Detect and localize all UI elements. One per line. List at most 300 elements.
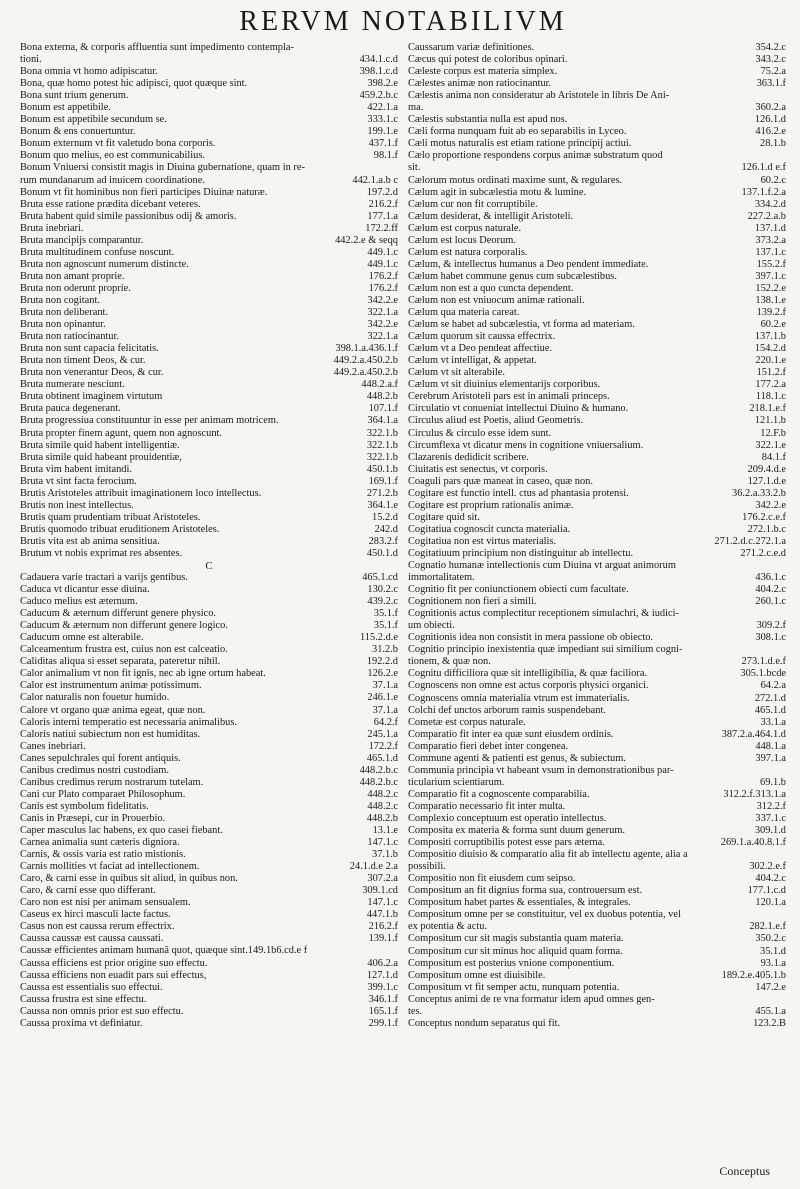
entry-text: Caussa est essentialis suo effectui. [20,981,163,993]
entry-text: Compositum omne est diuisibile. [408,969,546,981]
entry-reference: 176.2.f [368,270,398,282]
entry-text: Calor animalium vt non fit ignis, nec ab igne ortum habeat. [20,668,266,680]
entry-reference: 305.1.bcde [740,668,786,680]
index-entry [408,921,786,933]
index-entry [408,379,786,391]
entry-text: Bruta vt sint facta ferocium. [20,475,137,487]
entry-text: Calor est instrumentum animæ potissimum. [20,680,202,692]
entry-text: Compositum omne per se constituitur, vel ex duobus potentia, vel [408,909,681,921]
entry-reference: 169.1.f [368,475,398,487]
index-entry [20,150,398,162]
index-entry [408,488,786,500]
index-entry [408,753,786,765]
entry-reference: 342.2.e [367,319,398,331]
index-entry [408,271,786,283]
index-entry [20,765,398,777]
entry-text: Cælum vt sit diuinius elementarijs corporibus. [408,379,601,391]
entry-reference: 448.2.b.c [359,764,398,776]
entry-reference: 177.1.a [367,210,398,222]
entry-reference: 147.1.c [367,837,398,849]
entry-reference: 75.2.a [760,66,786,78]
entry-text: Bruta esse ratione prædita dicebant veteres. [20,198,201,210]
entry-text: Colchi def unctos arborum ramis suspendebant. [408,704,606,716]
index-entry [20,801,398,813]
entry-text: Caro, & carni esse quo differant. [20,885,156,897]
index-entry [408,741,786,753]
entry-reference: 216.2.f [368,921,398,933]
index-entry [20,199,398,211]
entry-text: Canibus credimus rerum nostrarum tutelam. [20,776,204,788]
entry-text: Cogitatiua non est virtus materialis. [408,535,557,547]
entry-text: Caseus ex hirci masculi lacte factus. [20,909,171,921]
entry-reference: 333.1.c [367,114,398,126]
index-entry [20,235,398,247]
index-entry [20,837,398,849]
entry-text: Coaguli pars quæ maneat in caseo, quæ non. [408,475,593,487]
entry-text: Caussa efficiens non euadit pars sui effectus, [20,969,207,981]
entry-text: Bonum Vniuersi consistit magis in Diuina gubernatione, quam in re- [20,162,305,174]
index-entry [20,885,398,897]
entry-text: Caussa caussæ est caussa caussati. [20,933,164,945]
index-entry [408,572,786,584]
entry-text: Cæli motus naturalis est etiam ratione principij actiui. [408,138,632,150]
entry-reference: 342.2.e [755,499,786,511]
index-entry [408,837,786,849]
index-entry [20,391,398,403]
index-entry [20,440,398,452]
entry-reference: 448.2.b [366,812,398,824]
entry-text: Bruta non venerantur Deos, & cur. [20,367,164,379]
entry-reference: 337.1.c [755,813,786,824]
entry-reference: 172.2.f [368,740,398,752]
entry-reference: 12.F.b [760,427,786,439]
index-entry [20,54,398,66]
entry-reference: 448.2.b [366,391,398,403]
entry-reference: 31.2.b [372,644,398,656]
entry-reference: 154.2.d [754,343,786,355]
index-entry [20,897,398,909]
catchword: Conceptus [719,1164,770,1178]
index-entry [408,295,786,307]
index-entry [408,355,786,367]
entry-text: um obiecti. [408,620,455,632]
entry-text: ticularium scientiarum. [408,776,505,788]
entry-text: Cerebrum Aristoteli pars est in animali princeps. [408,391,610,403]
entry-reference: 93.1.a [760,957,786,969]
index-entry [20,1006,398,1018]
entry-reference: 455.1.a [755,1005,786,1017]
entry-text: Bonum externum vt fit valetudo bona corporis. [20,138,216,150]
entry-reference: 127.1.d [366,969,398,981]
entry-reference [392,945,398,957]
entry-reference: 189.2.e.405.1.b [721,969,786,981]
index-entry [20,958,398,970]
entry-text: Bonum quo melius, eo est communicabilius. [20,150,205,162]
entry-text: Cælum vt a Deo pendeat affectiue. [408,343,553,355]
index-entry [408,825,786,837]
entry-reference: 312.2.f.313.1.a [723,788,786,800]
entry-reference: 397.1.c [755,270,786,282]
entry-text: Composita ex materia & forma sunt duum generum. [408,825,626,837]
entry-reference: 406.2.a [367,957,398,969]
index-entry [20,813,398,825]
index-entry [20,42,398,54]
entry-text: sit. [408,162,421,174]
entry-text: Cani cur Plato comparaet Philosophum. [20,788,186,800]
entry-reference [780,150,786,162]
entry-reference [780,765,786,777]
section-letter: C [205,560,213,573]
entry-text: Bonum & ens conuertuntur. [20,126,136,138]
index-entry [20,861,398,873]
entry-text: Bruta non cogitant. [20,294,100,306]
entry-reference: 363.1.f [756,78,786,90]
entry-reference: 35.1.f [373,620,398,632]
entry-reference: 118.1.c [755,391,786,403]
entry-text: Cælum vt intelligat, & appetat. [408,355,537,367]
entry-reference: 343.2.c [755,54,786,66]
entry-reference: 246.1.e [367,692,398,704]
index-entry [20,428,398,440]
index-entry [408,861,786,873]
index-entry [20,138,398,150]
entry-reference: 227.2.a.b [747,210,786,222]
index-entry [408,596,786,608]
entry-text: Cælum est locus Deorum. [408,234,516,246]
entry-text: Bruta habent quid simile passionibus odij & amoris. [20,210,237,222]
entry-text: Cognitionem non fieri a simili. [408,596,537,608]
entry-text: Cognitio principio inexistentia quæ impediant sui similium cogni- [408,644,683,656]
entry-reference: 364.1.e [367,499,398,511]
entry-text: tes. [408,1005,423,1017]
entry-reference: 137.1.d [754,222,786,234]
entry-reference: 126.1.d [754,114,786,126]
entry-reference [780,849,786,861]
entry-reference: 322.1.e [755,439,786,451]
index-entry [20,909,398,921]
index-entry [408,548,786,560]
entry-text: Carnea animalia sunt cæteris digniora. [20,837,180,849]
entry-text: Compositio non fit eiusdem cum seipso. [408,873,576,885]
entry-text: Conceptus animi de re vna formatur idem apud omnes gen- [408,993,655,1005]
index-entry [408,367,786,379]
entry-reference: 273.1.d.e.f [741,656,786,668]
entry-reference: 448.2.c [367,788,398,800]
entry-reference: 115.2.d.e [360,632,398,644]
entry-reference: 398.2.e [367,78,398,90]
index-entry [20,1018,398,1030]
index-entry [20,114,398,126]
entry-reference: 271.2.b [366,487,398,499]
index-entry [408,656,786,668]
entry-text: Bruta non timent Deos, & cur. [20,355,146,367]
entry-reference: 35.1.d [760,945,786,957]
index-entry [408,620,786,632]
entry-reference: 120.1.a [755,897,786,909]
entry-text: Comparatio fieri debet inter congenea. [408,740,569,752]
entry-reference: 449.2.a.450.2.b [333,367,398,379]
entry-reference: 15.2.d [372,511,398,523]
entry-text: Conceptus nondum separatus qui fit. [408,1017,561,1029]
index-entry [408,42,786,54]
entry-text: Brutis Aristoteles attribuit imaginationem loco intellectus. [20,487,262,499]
entry-reference: 448.2.b.c [359,776,398,788]
index-entry [20,705,398,717]
entry-text: Cogitare quid sit. [408,511,480,523]
entry-reference: 28.1.b [760,138,786,150]
index-entry [20,994,398,1006]
entry-text: tioni. [20,54,42,66]
index-entry [20,789,398,801]
entry-text: Cælum vt sit alterabile. [408,367,505,379]
entry-reference [780,560,786,572]
entry-text: Cælum non est a quo cuncta dependent. [408,282,574,294]
index-entry [408,440,786,452]
entry-reference: 442.1.a.b c [352,174,398,186]
entry-reference: 209.4.d.e [747,463,786,475]
entry-reference: 272.1.d [754,692,786,704]
entry-text: Bruta multitudinem confuse noscunt. [20,246,175,258]
index-entry [20,753,398,765]
index-entry [20,102,398,114]
entry-reference: 245.1.a [367,728,398,740]
index-entry [408,536,786,548]
entry-reference: 436.1.c [755,572,786,584]
index-entry [20,379,398,391]
entry-text: Circulatio vt conueniat intellectui Diuino & humano. [408,403,629,415]
entry-text: Cælo proportione respondens corpus animæ substratum quod [408,150,663,162]
entry-reference: 177.2.a [755,379,786,391]
entry-text: Cogitatiua cognoscit cuncta materialia. [408,523,571,535]
entry-text: Cognoscens omnia materialia vtrum est immaterialis. [408,692,630,704]
entry-text: Commune agenti & patienti est genus, & subiectum. [408,752,626,764]
index-entry [408,283,786,295]
entry-text: Cælum, & intellectus humanus a Deo pendent immediate. [408,258,649,270]
entry-text: Cogitare est proprium rationalis animæ. [408,499,574,511]
entry-reference: 449.1.c [367,258,398,270]
index-entry [408,403,786,415]
index-entry [20,283,398,295]
entry-reference [780,909,786,921]
entry-text: Compositum cur sit minus hoc aliquid quam forma. [408,945,623,957]
index-entry [20,572,398,584]
entry-reference: 404.2.c [755,873,786,885]
entry-text: Canis in Præsepi, cur in Prouerbio. [20,812,166,824]
entry-reference: 121.1.b [754,415,786,427]
entry-text: Cognatio humanæ intellectionis cum Diuina vt arguat animorum [408,560,676,572]
entry-text: Brutum vt nobis exprimat res absentes. [20,547,183,559]
entry-text: Bruta numerare nesciunt. [20,379,125,391]
entry-text: Cadauera varie tractari a varijs gentibus. [20,572,188,584]
index-entry [408,668,786,680]
index-entry [20,644,398,656]
index-entry [408,1018,786,1030]
index-entry [20,970,398,982]
index-entry [20,331,398,343]
index-columns [20,42,786,1030]
entry-reference: 147.1.c [367,897,398,909]
entry-text: Compositum cur sit magis substantia quam materia. [408,933,624,945]
entry-text: Caliditas aliqua si esset separata, pateretur nihil. [20,656,221,668]
entry-reference [780,644,786,656]
entry-text: Compositio diuisio & comparatio alia fit ab intellectu agente, alia a [408,849,688,861]
entry-reference: 312.2.f [756,800,786,812]
entry-reference: 197.2.d [366,186,398,198]
index-entry [20,741,398,753]
index-entry [408,982,786,994]
entry-text: Brutis vita est ab anima sensitiua. [20,535,160,547]
entry-text: Bona omnia vt homo adipiscatur. [20,66,158,78]
entry-text: Compositum an fit dignius forma sua, controuersum est. [408,885,643,897]
entry-reference: 98.1.f [373,150,398,162]
entry-reference: 450.1.d [366,547,398,559]
index-entry [408,994,786,1006]
index-entry [408,259,786,271]
index-entry [408,680,786,692]
entry-reference: 448.2.c [367,800,398,812]
index-entry [20,126,398,138]
entry-reference: 176.2.c.e.f [742,511,786,523]
index-entry [408,126,786,138]
entry-text: Caducum & æternum non differunt genere logico. [20,620,228,632]
entry-text: Cæli forma nunquam fuit ab eo separabilis in Lyceo. [408,126,627,138]
index-entry [20,548,398,560]
index-entry [408,476,786,488]
index-entry [408,970,786,982]
index-entry [408,789,786,801]
entry-text: Circumflexa vt dicatur mens in cognitione vniuersalium. [408,439,644,451]
index-entry [20,367,398,379]
entry-reference: 364.1.a [367,415,398,427]
entry-text: Bruta non amant proprie. [20,270,125,282]
entry-text: Caduco melius est æternum. [20,596,138,608]
index-entry [408,102,786,114]
index-entry [20,632,398,644]
entry-reference: 152.2.e [755,282,786,294]
entry-reference: 322.1.a [367,331,398,343]
entry-text: Carnis, & ossis varia est ratio mistionis. [20,849,186,861]
entry-reference: 177.1.c.d [747,885,786,897]
entry-text: Cognitu difficiliora quæ sit intelligibilia, & quæ faciliora. [408,668,648,680]
index-entry [408,765,786,777]
entry-text: tionem, & quæ non. [408,656,491,668]
index-entry [20,66,398,78]
entry-reference: 147.2.e [755,981,786,993]
entry-reference [392,162,398,174]
entry-reference: 126.1.d e.f [741,162,786,174]
entry-reference: 449.1.c [367,246,398,258]
index-entry [408,235,786,247]
index-entry [408,78,786,90]
entry-text: Bona externa, & corporis affluentia sunt impedimento contempla- [20,42,294,53]
entry-text: Comparatio necessario fit inter multa. [408,800,566,812]
entry-reference: 137.1.f.2.a [741,186,786,198]
index-entry [20,945,398,957]
index-entry [20,355,398,367]
entry-reference: 84.1.f [761,451,786,463]
entry-text: Bruta non deliberant. [20,307,109,319]
entry-reference: 260.1.c [755,596,786,608]
entry-text: Cælum quorum sit caussa effectrix. [408,331,556,343]
entry-text: Calceamentum frustra est, cuius non est calceatio. [20,644,228,656]
index-entry [408,187,786,199]
entry-reference: 434.1.c.d [359,54,398,66]
entry-text: Bruta progressiua constituuntur in esse per animam motricem. [20,415,279,427]
entry-reference: 404.2.c [755,584,786,596]
entry-text: Bona sunt trium generum. [20,90,129,102]
entry-reference: 342.2.e [367,294,398,306]
entry-text: Comparatio fit inter ea quæ sunt eiusdem ordinis. [408,728,614,740]
index-entry [20,584,398,596]
entry-text: Communia principia vt habeant vsum in demonstrationibus par- [408,764,674,776]
entry-reference: 282.1.e.f [749,921,786,933]
entry-text: Bruta non ratiocinantur. [20,331,119,343]
entry-reference: 176.2.f [368,282,398,294]
entry-reference: 387.2.a.464.1.d [721,728,786,740]
index-entry [20,596,398,608]
entry-reference: 465.1.d [366,752,398,764]
entry-text: Compositum habet partes & essentiales, & integrales. [408,897,631,909]
index-entry [20,717,398,729]
entry-text: Calore vt organo quæ anima egeat, quæ non. [20,704,206,716]
entry-text: Cogitare est functio intell. ctus ad phantasia protensi. [408,487,629,499]
entry-text: Cæcus qui potest de coloribus opinari. [408,54,568,66]
entry-reference: 13.1.e [372,825,398,836]
entry-reference: 36.2.a.33.2.b [732,487,786,499]
entry-text: rum mundanarum ad inuicem coordinatione. [20,174,205,186]
index-entry [408,933,786,945]
index-entry [20,825,398,837]
entry-text: Bona, quæ homo potest hic adipisci, quot quæque sint. [20,78,248,90]
entry-reference: 354.2.c [755,42,786,53]
entry-text: Caloris interni temperatio est necessaria animalibus. [20,716,237,728]
entry-text: ex potentia & actu. [408,921,488,933]
entry-reference: 137.1.b [754,331,786,343]
entry-text: Cælum est natura corporalis. [408,246,528,258]
entry-text: Bruta vim habent imitandi. [20,463,132,475]
entry-text: Caro, & carni esse in quibus sit aliud, in quibus non. [20,873,238,885]
entry-reference: 397.1.a [755,752,786,764]
entry-reference: 37.1.b [372,849,398,861]
index-entry [408,464,786,476]
entry-text: Canes sepulchrales qui forent antiquis. [20,752,181,764]
index-entry [20,78,398,90]
entry-text: Circulus aliud est Poetis, aliud Geometris. [408,415,584,427]
index-entry [20,933,398,945]
entry-text: Bruta inebriari. [20,222,84,234]
entry-text: Cælum cur non fit corruptibile. [408,198,538,210]
entry-text: Bruta non opinantur. [20,319,106,331]
index-entry [408,199,786,211]
entry-text: Caducum omne est alterabile. [20,632,144,644]
entry-text: Bonum est appetibile. [20,102,111,114]
index-entry [20,512,398,524]
index-entry [408,693,786,705]
index-entry [20,319,398,331]
entry-reference: 64.2.a [760,680,786,692]
entry-reference: 350.2.c [755,933,786,945]
entry-text: Bruta pauca degenerant. [20,403,121,415]
entry-reference: 69.1.b [760,776,786,788]
index-entry [408,211,786,223]
entry-text: Bruta non agnoscunt numerum distincte. [20,258,189,270]
entry-text: Cælum habet commune genus cum subcælestibus. [408,270,617,282]
entry-reference: 33.1.a [760,716,786,728]
entry-reference: 302.2.e.f [749,861,786,873]
index-entry [408,150,786,162]
entry-reference: 449.2.a.450.2.b [333,355,398,367]
entry-reference: 172.2.ff [365,222,398,234]
